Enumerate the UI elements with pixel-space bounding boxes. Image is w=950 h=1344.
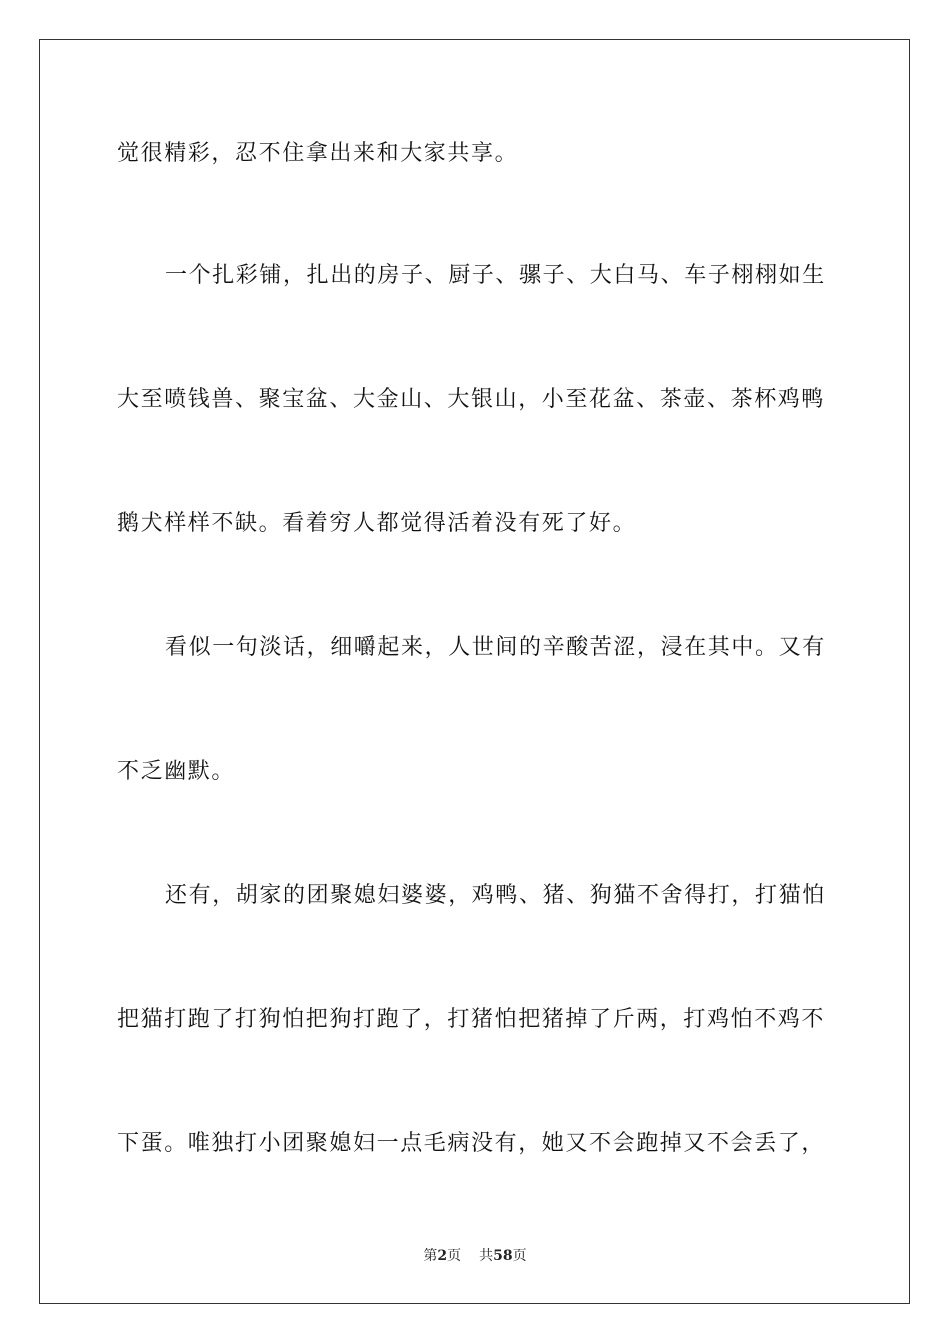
page-number: 2 [437, 1248, 448, 1264]
page-suffix: 页 [447, 1248, 462, 1264]
text-line-9: 下蛋。唯独打小团聚媳妇一点毛病没有，她又不会跑掉又不会丢了， [117, 1131, 826, 1156]
page-border [39, 39, 910, 1304]
text-line-3: 大至喷钱兽、聚宝盆、大金山、大银山，小至花盆、茶壶、茶杯鸡鸭 [117, 387, 826, 412]
text-line-7: 还有，胡家的团聚媳妇婆婆，鸡鸭、猪、狗猫不舍得打，打猫怕 [165, 883, 826, 908]
text-line-1: 觉很精彩，忍不住拿出来和大家共享。 [117, 141, 519, 166]
text-line-8: 把猫打跑了打狗怕把狗打跑了，打猪怕把猪掉了斤两，打鸡怕不鸡不 [117, 1007, 826, 1032]
page-footer [0, 1246, 950, 1266]
text-line-2: 一个扎彩铺，扎出的房子、厨子、骡子、大白马、车子栩栩如生 [165, 263, 826, 288]
text-line-6: 不乏幽默。 [117, 759, 236, 784]
text-line-5: 看似一句淡话，细嚼起来，人世间的辛酸苦涩，浸在其中。又有 [165, 635, 826, 660]
total-pages: 58 [493, 1248, 513, 1264]
text-line-4: 鹅犬样样不缺。看着穷人都觉得活着没有死了好。 [117, 511, 637, 536]
page-prefix: 第 [423, 1248, 438, 1264]
total-suffix: 页 [512, 1248, 527, 1264]
total-prefix: 共 [479, 1248, 494, 1264]
